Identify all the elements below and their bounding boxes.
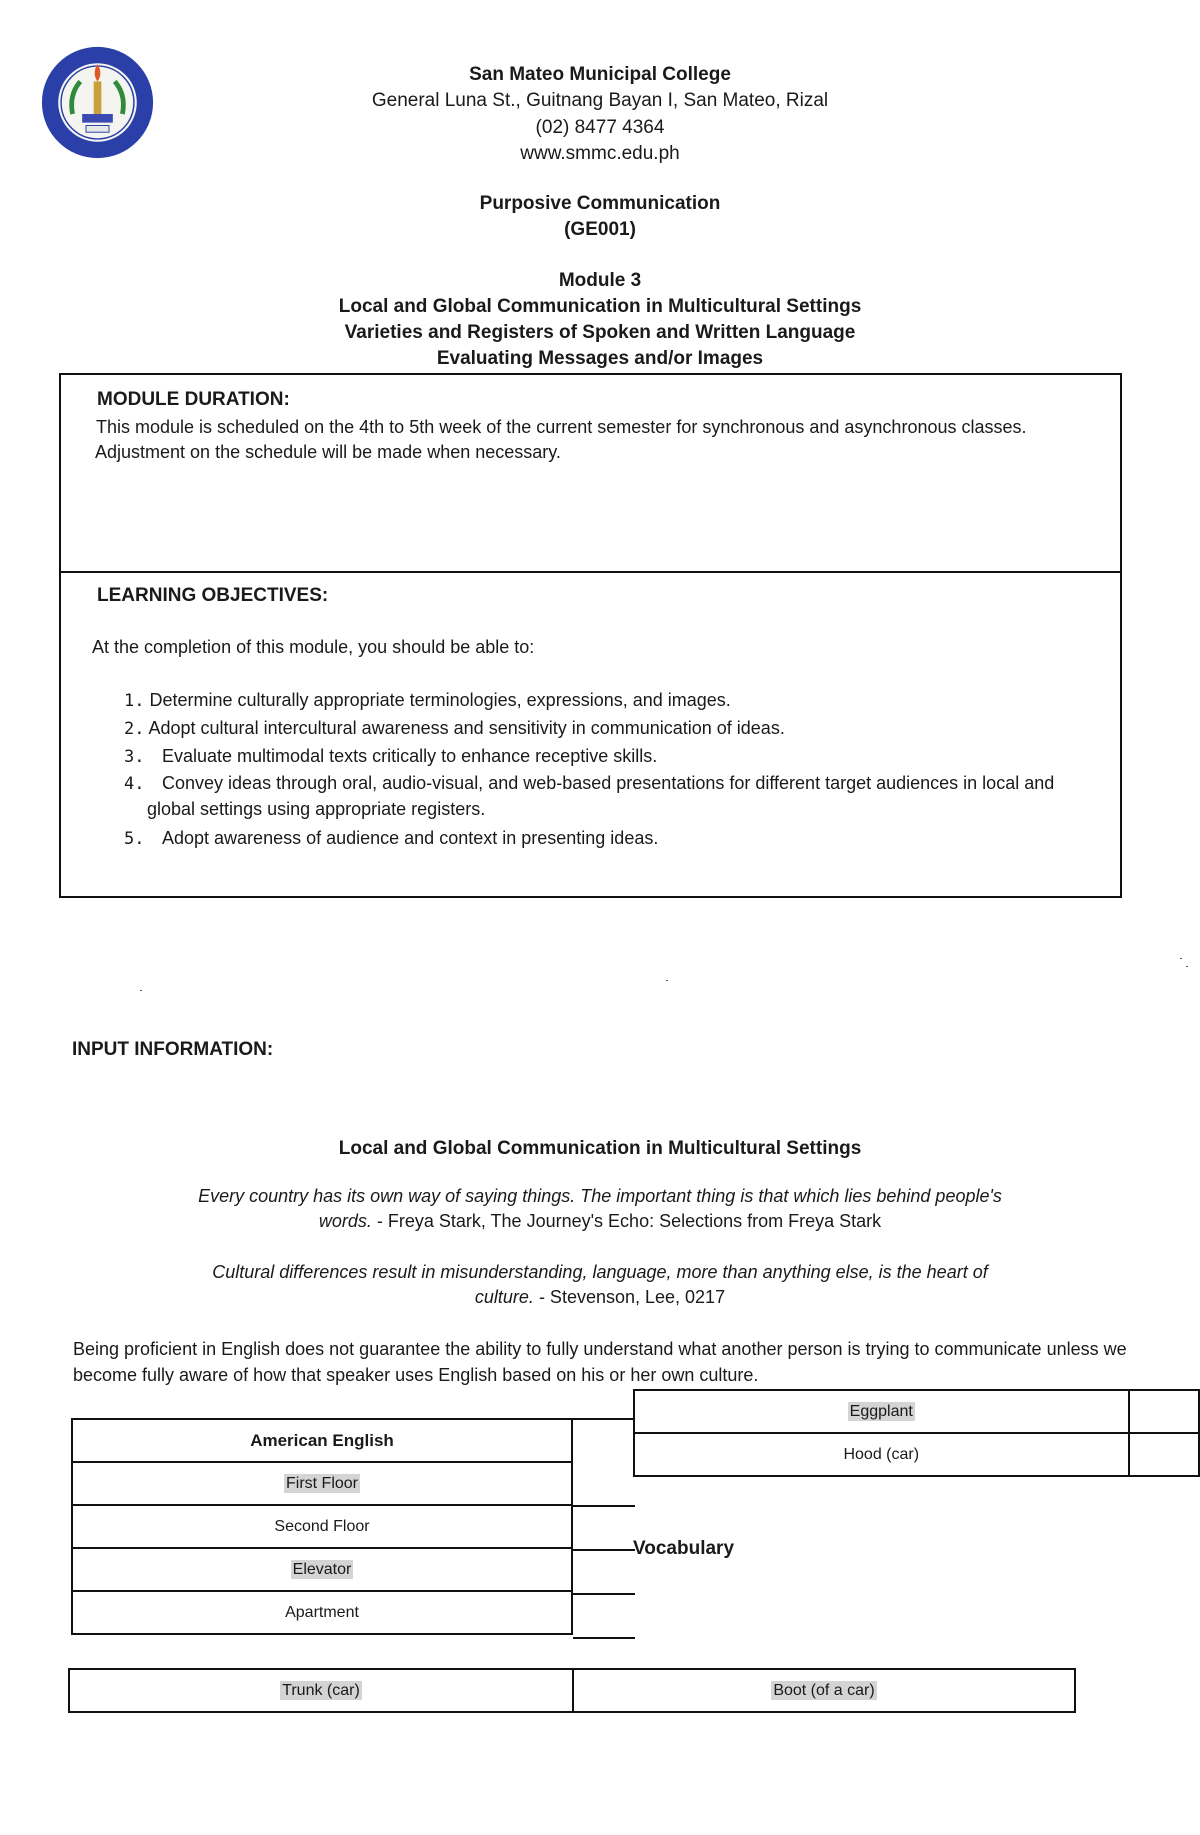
table-row [69, 1669, 1075, 1712]
module-topic: Local and Global Communication in Multicultural Settings [338, 296, 862, 317]
school-address: General Luna St., Guitnang Bayan I, San Mateo, Rizal [371, 90, 829, 111]
school-phone: (02) 8477 4364 [535, 117, 665, 138]
table-header-cell: American English [72, 1419, 572, 1462]
table-row [72, 1419, 572, 1462]
table-cell [72, 1591, 572, 1634]
table-row [72, 1462, 572, 1505]
table-row [72, 1505, 572, 1548]
quote-attribution: - Freya Stark, The Journey's Echo: Selections from Freya Stark [371, 1211, 882, 1231]
objective-text: Adopt awareness of audience and context in presenting ideas. [162, 828, 659, 848]
vocab-table-bottom-row [68, 1668, 1076, 1713]
module-topic: Varieties and Registers of Spoken and Written Language [344, 322, 856, 343]
quote-text: words. [318, 1211, 372, 1231]
module-duration-heading: MODULE DURATION: [97, 389, 290, 410]
vocab-table-fragment-right [633, 1389, 1200, 1477]
cell-text: Eggplant [849, 1402, 913, 1420]
quote-freya-stark [0, 1184, 1200, 1234]
table-row [634, 1433, 1199, 1476]
table-cell [634, 1433, 1129, 1476]
scan-speck [1186, 966, 1188, 967]
course-code: (GE001) [564, 219, 636, 240]
cell-text: First Floor [286, 1474, 358, 1492]
table-row [72, 1548, 572, 1591]
objective-number: 1. [124, 691, 145, 711]
input-information-heading: INPUT INFORMATION: [72, 1039, 274, 1060]
module-number: Module 3 [558, 270, 642, 291]
quote-attribution: - Stevenson, Lee, 0217 [533, 1287, 726, 1307]
section-title: Local and Global Communication in Multicultural Settings [338, 1138, 862, 1159]
table-cell [1129, 1390, 1199, 1433]
cell-text: Trunk (car) [282, 1681, 360, 1699]
table-cell [72, 1548, 572, 1591]
objective-item [124, 825, 658, 852]
table-cell [69, 1669, 573, 1712]
table-row [72, 1591, 572, 1634]
intro-paragraph-line: Being proficient in English does not guarantee the ability to fully understand what another person is trying to communicate unless we [73, 1339, 1127, 1359]
scan-speck [666, 980, 668, 981]
module-topic: Evaluating Messages and/or Images [436, 348, 764, 369]
quote-stevenson [0, 1260, 1200, 1310]
table-cell [634, 1390, 1129, 1433]
learning-objectives-heading: LEARNING OBJECTIVES: [97, 585, 329, 606]
learning-objectives-box [59, 571, 1122, 898]
objective-text: Convey ideas through oral, audio-visual, and web-based presentations for different target audiences in local and [162, 773, 1055, 793]
table-line [573, 1637, 635, 1639]
objective-item [124, 743, 657, 770]
table-cell [72, 1505, 572, 1548]
learning-objectives-intro: At the completion of this module, you should be able to: [92, 637, 535, 657]
quote-text: culture. [474, 1287, 534, 1307]
vocabulary-label: Vocabulary [633, 1538, 735, 1559]
objective-number: 4. [124, 774, 145, 794]
cell-text: Elevator [292, 1560, 352, 1578]
objective-item [124, 770, 1054, 797]
objective-text-continued: global settings using appropriate registers. [147, 799, 486, 819]
module-duration-box [59, 373, 1122, 572]
table-line [573, 1593, 635, 1595]
module-duration-text: Adjustment on the schedule will be made when necessary. [95, 442, 561, 462]
table-line [573, 1549, 635, 1551]
table-row [634, 1390, 1199, 1433]
school-website: www.smmc.edu.ph [520, 143, 680, 164]
intro-paragraph-line: become fully aware of how that speaker uses English based on his or her own culture. [73, 1365, 759, 1385]
scan-speck [1180, 958, 1182, 959]
objective-number: 5. [124, 829, 145, 849]
objective-text: Determine culturally appropriate terminologies, expressions, and images. [149, 690, 731, 710]
table-line [573, 1418, 635, 1420]
objective-item [124, 687, 731, 714]
table-cell [1129, 1433, 1199, 1476]
quote-text: Cultural differences result in misunderstanding, language, more than anything else, is the heart of [212, 1262, 988, 1282]
table-line [573, 1505, 635, 1507]
school-name: San Mateo Municipal College [469, 64, 731, 85]
table-cell [573, 1669, 1075, 1712]
cell-text: Boot (of a car) [773, 1681, 875, 1699]
vocab-table-fragment-left [71, 1418, 573, 1635]
course-title: Purposive Communication [479, 193, 721, 214]
table-cell [72, 1462, 572, 1505]
objective-text: Evaluate multimodal texts critically to enhance receptive skills. [162, 746, 658, 766]
objective-item [124, 715, 785, 742]
quote-text: Every country has its own way of saying things. The important thing is that which lies behind people's [198, 1186, 1002, 1206]
objective-text: Adopt cultural intercultural awareness and sensitivity in communication of ideas. [148, 718, 785, 738]
objective-number: 3. [124, 747, 145, 767]
objective-number: 2. [124, 719, 145, 739]
cell-text: Second Floor [274, 1517, 370, 1535]
scan-speck [140, 990, 142, 991]
cell-text: Apartment [285, 1603, 359, 1621]
cell-text: Hood (car) [843, 1445, 920, 1463]
module-duration-text: This module is scheduled on the 4th to 5th week of the current semester for synchronous and asynchronous classes. [96, 417, 1027, 437]
